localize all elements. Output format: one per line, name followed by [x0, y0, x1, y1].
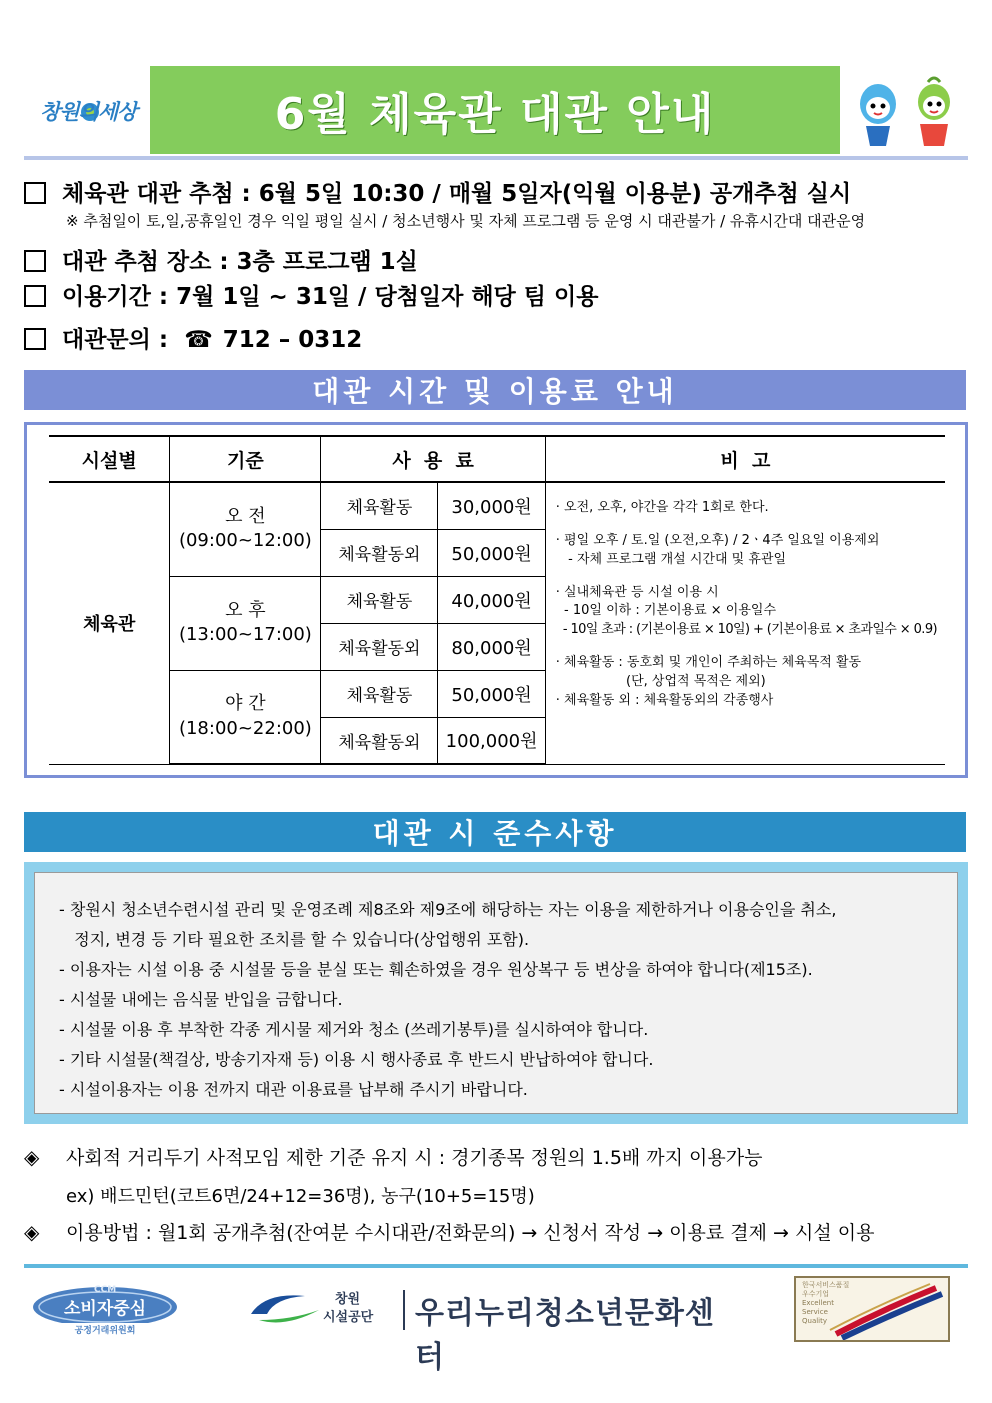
corp-line2: 시설공단	[323, 1310, 374, 1325]
rule-item: - 시설물 이용 후 부착한 각종 게시물 제거와 청소 (쓰레기봉투)를 실시하여야 합니다.	[59, 1020, 649, 1039]
info-line-place	[24, 243, 968, 276]
rule-item: - 시설물 내에는 음식물 반입을 금합니다.	[59, 990, 343, 1009]
corp-swoosh-icon	[245, 1284, 333, 1334]
period-afternoon	[170, 576, 321, 670]
checkbox-icon	[24, 285, 46, 307]
usage-method	[24, 1218, 874, 1245]
usage-price: 50,000원	[438, 670, 545, 717]
header-divider	[24, 156, 968, 160]
cert-line: Quality	[802, 1317, 828, 1325]
rule-item: - 이용자는 시설 이용 중 시설물 등을 분실 또는 훼손하였을 경우 원상복구 등 변상을 하여야 합니다(제15조).	[59, 960, 813, 979]
ccm-logo	[30, 1283, 180, 1335]
corp-line1: 창원	[335, 1292, 361, 1307]
period-name: 오 전	[225, 505, 266, 527]
distancing-example: ex) 배드민턴(코트6면/24+12=36명), 농구(10+5=15명)	[66, 1186, 535, 1207]
info-line-draw	[24, 175, 968, 208]
usage-price: 50,000원	[438, 529, 545, 576]
mascot-icon	[844, 76, 968, 150]
remark-line: · 체육활동 : 동호회 및 개인이 주최하는 체육목적 활동	[555, 655, 862, 671]
period-night	[170, 670, 321, 764]
distancing-text: 사회적 거리두기 사적모임 제한 기준 유지 시 : 경기종목 정원의 1.5배 까지 이용가능	[66, 1147, 763, 1169]
remark-line: - 10일 이하 : 기본이용료 × 이용일수	[555, 603, 777, 619]
remarks-cell	[545, 482, 945, 764]
fee-section-title: 대관 시간 및 이용료 안내	[24, 370, 966, 410]
checkbox-icon	[24, 250, 46, 272]
fee-table	[49, 435, 945, 765]
info-line-period	[24, 278, 968, 311]
checkbox-icon	[24, 328, 46, 350]
center-logo	[245, 1284, 735, 1375]
usage-type: 체육활동	[321, 670, 438, 717]
rule-item: - 기타 시설물(책걸상, 방송기자재 등) 이용 시 행사종료 후 반드시 반납하여야 합니다.	[59, 1050, 654, 1069]
period-hours: (09:00~12:00)	[178, 530, 312, 552]
usage-price: 80,000원	[438, 623, 545, 670]
header-fee: 사 용 료	[321, 436, 545, 482]
usage-method-text: 이용방법 : 월1회 공개추첨(잔여분 수시대관/전화문의) → 신청서 작성 → 이용료 결제 → 시설 이용	[66, 1222, 875, 1244]
draw-note: ※ 추첨일이 토,일,공휴일인 경우 익일 평일 실시 / 청소년행사 및 자체 프로그램 등 운영 시 대관불가 / 유휴시간대 대관운영	[66, 212, 866, 230]
header-criteria: 기준	[170, 436, 321, 482]
remark-line: · 평일 오후 / 토.일 (오전,오후) / 2ㆍ4주 일요일 이용제외	[555, 532, 880, 548]
rule-item: 정지, 변경 등 기타 필요한 조치를 할 수 있습니다(상업행위 포함).	[59, 930, 530, 949]
usage-type: 체육활동외	[321, 529, 438, 576]
phone-icon: ☎	[184, 327, 213, 353]
header	[24, 66, 968, 158]
rule-item: - 시설이용자는 이용 전까지 대관 이용료를 납부해 주시기 바랍니다.	[59, 1080, 528, 1099]
distancing-notice	[24, 1143, 762, 1170]
contact-label: 대관문의 :	[62, 327, 169, 353]
table-row	[49, 482, 945, 529]
cert-line: Excellent	[802, 1299, 834, 1307]
diamond-bullet-icon: ◈	[24, 1145, 40, 1169]
rules-section-title: 대관 시 준수사항	[24, 812, 966, 852]
period-morning	[170, 482, 321, 576]
period-hours: (18:00~22:00)	[178, 717, 312, 739]
period-name: 야 간	[225, 693, 266, 715]
ccm-top: CCM	[94, 1285, 117, 1295]
info-line-contact	[24, 321, 968, 354]
draw-place: 대관 추첨 장소 : 3층 프로그램 1실	[62, 249, 418, 275]
usage-type: 체육활동외	[321, 623, 438, 670]
remark-line: - 자체 프로그램 개설 시간대 및 휴관일	[555, 551, 787, 567]
ccm-main: 소비자중심	[63, 1299, 147, 1319]
rules-list	[34, 872, 958, 1114]
logo-text: 창원의세상	[40, 100, 137, 124]
rules-frame	[24, 862, 968, 1124]
ccm-sub: 공정거래위원회	[74, 1326, 136, 1336]
remark-line: (단, 상업적 목적은 제외)	[555, 673, 766, 689]
header-remarks: 비 고	[545, 436, 945, 482]
period-hours: (13:00~17:00)	[178, 624, 312, 645]
logo-divider	[403, 1290, 405, 1330]
remark-line: - 10일 초과 : (기본이용료 × 10일) + (기본이용료 × 초과일수 × 0.9)	[555, 622, 937, 638]
period-name: 오 후	[225, 599, 266, 621]
cert-line: 한국서비스품질	[802, 1281, 850, 1289]
remark-line: · 오전, 오후, 야간을 각각 1회로 한다.	[555, 500, 769, 515]
usage-price: 30,000원	[438, 482, 545, 529]
remark-line: · 실내체육관 등 시설 이용 시	[555, 584, 719, 600]
center-name: 우리누리청소년문화센터	[415, 1296, 715, 1375]
remark-line: · 체육활동 외 : 체육활동외의 각종행사	[555, 692, 774, 708]
cert-line: Service	[802, 1308, 828, 1316]
usage-type: 체육활동	[321, 576, 438, 623]
fee-table-frame	[24, 422, 968, 778]
page-title: 6월 체육관 대관 안내	[274, 89, 716, 140]
fee-table-header	[49, 436, 945, 482]
usage-price: 40,000원	[438, 576, 545, 623]
service-quality-cert	[794, 1276, 950, 1342]
diamond-bullet-icon: ◈	[24, 1220, 40, 1244]
usage-type: 체육활동외	[321, 717, 438, 764]
usage-period: 이용기간 : 7월 1일 ~ 31일 / 당첨일자 해당 팀 이용	[62, 284, 599, 310]
checkbox-icon	[24, 182, 46, 204]
rule-item: - 창원시 청소년수련시설 관리 및 운영조례 제8조와 제9조에 해당하는 자는 이용을 제한하거나 이용승인을 취소,	[59, 900, 837, 919]
facility-name: 체육관	[49, 482, 170, 764]
cert-line: 우수기업	[802, 1290, 830, 1298]
draw-info: 체육관 대관 추첨 : 6월 5일 10:30 / 매월 5일자(익월 이용분) 공개추첨 실시	[62, 181, 852, 207]
usage-type: 체육활동	[321, 482, 438, 529]
header-facility: 시설별	[49, 436, 170, 482]
cert-ribbon-icon	[796, 1278, 948, 1340]
usage-price: 100,000원	[438, 717, 545, 764]
contact-phone: 712 – 0312	[222, 327, 363, 353]
footer-divider	[24, 1264, 968, 1268]
page-title-banner	[150, 66, 840, 154]
